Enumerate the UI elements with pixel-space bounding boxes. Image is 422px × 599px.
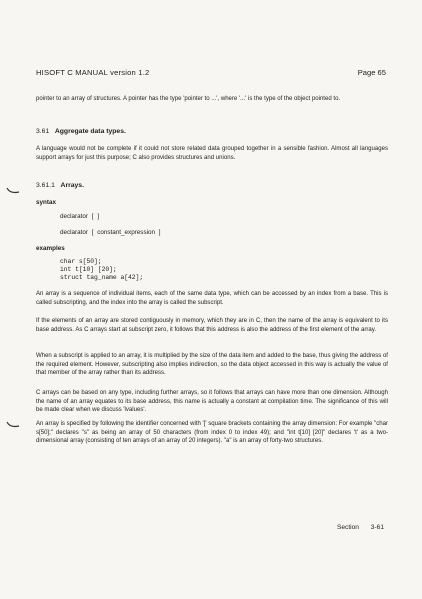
- margin-pencil-mark: [6, 187, 20, 195]
- page-footer: [337, 524, 384, 531]
- running-header-title: HISOFT C MANUAL version 1.2: [36, 68, 150, 77]
- syntax-line: declarator [ constant_expression ]: [60, 229, 161, 236]
- syntax-label: syntax: [36, 199, 56, 206]
- body-paragraph: If the elements of an array are stored contiguously in memory, which they are in C, then the name of the array is equivalent to its base address. As C arrays start at subscript zero, it follows that this address is also the address of the first element of the array.: [36, 318, 388, 333]
- syntax-line: declarator [ ]: [60, 213, 99, 220]
- body-paragraph: When a subscript is applied to an array, it is multiplied by the size of the data item and added to the base, thus giving the address of the required element. However, subscripting also implies indirection, so the data object accessed in this way is actually the value of that member of the array rather than its address.: [36, 353, 388, 377]
- section-paragraph: A language would not be complete if it could not store related data grouped together in a sensible fashion. Almost all languages support arrays for just this purpose; C also provides structures and unions.: [36, 146, 388, 161]
- code-line: int t[10] [20];: [60, 266, 117, 273]
- examples-label: examples: [36, 245, 65, 252]
- section-number: 3.61: [36, 128, 50, 135]
- footer-section-number: 3-61: [370, 524, 384, 531]
- page-number: Page 65: [357, 68, 386, 77]
- footer-section-label: Section: [336, 524, 359, 531]
- body-paragraph: C arrays can be based on any type, including further arrays, so it follows that arrays can have more than one dimension. Although the name of an array equates to its base address, this name is actually a constant at compilation time. The significance of this will be made clear when we discuss 'lvalues'.: [36, 390, 388, 414]
- section-title: Aggregate data types.: [54, 128, 126, 135]
- subsection-heading: [36, 182, 84, 189]
- margin-pencil-mark: [6, 421, 20, 429]
- intro-paragraph: pointer to an array of structures. A pointer has the type 'pointer to ...', where '...' is the type of the object pointed to.: [36, 96, 341, 102]
- body-paragraph: An array is a sequence of individual items, each of the same data type, which can be accessed by an index from a base. This is called subscripting, and the index into the array is called the subscript.: [36, 291, 388, 306]
- section-heading: [36, 128, 126, 135]
- body-paragraph: An array is specified by following the identifier concerned with '[' square brackets containing the array dimension: For example "char s[50];" declares "s" as being an array of 50 characters (from index 0 to index 49); and "int t[10] [20]" declares 't' as a two-dimensional array (consisting of ten arrays of an array of 20 integers). "a" is an array of forty-two structures.: [36, 421, 388, 445]
- code-line: char s[50];: [60, 258, 102, 265]
- subsection-number: 3.61.1: [36, 182, 55, 189]
- subsection-title: Arrays.: [60, 182, 84, 189]
- code-line: struct tag_name a[42];: [60, 274, 144, 281]
